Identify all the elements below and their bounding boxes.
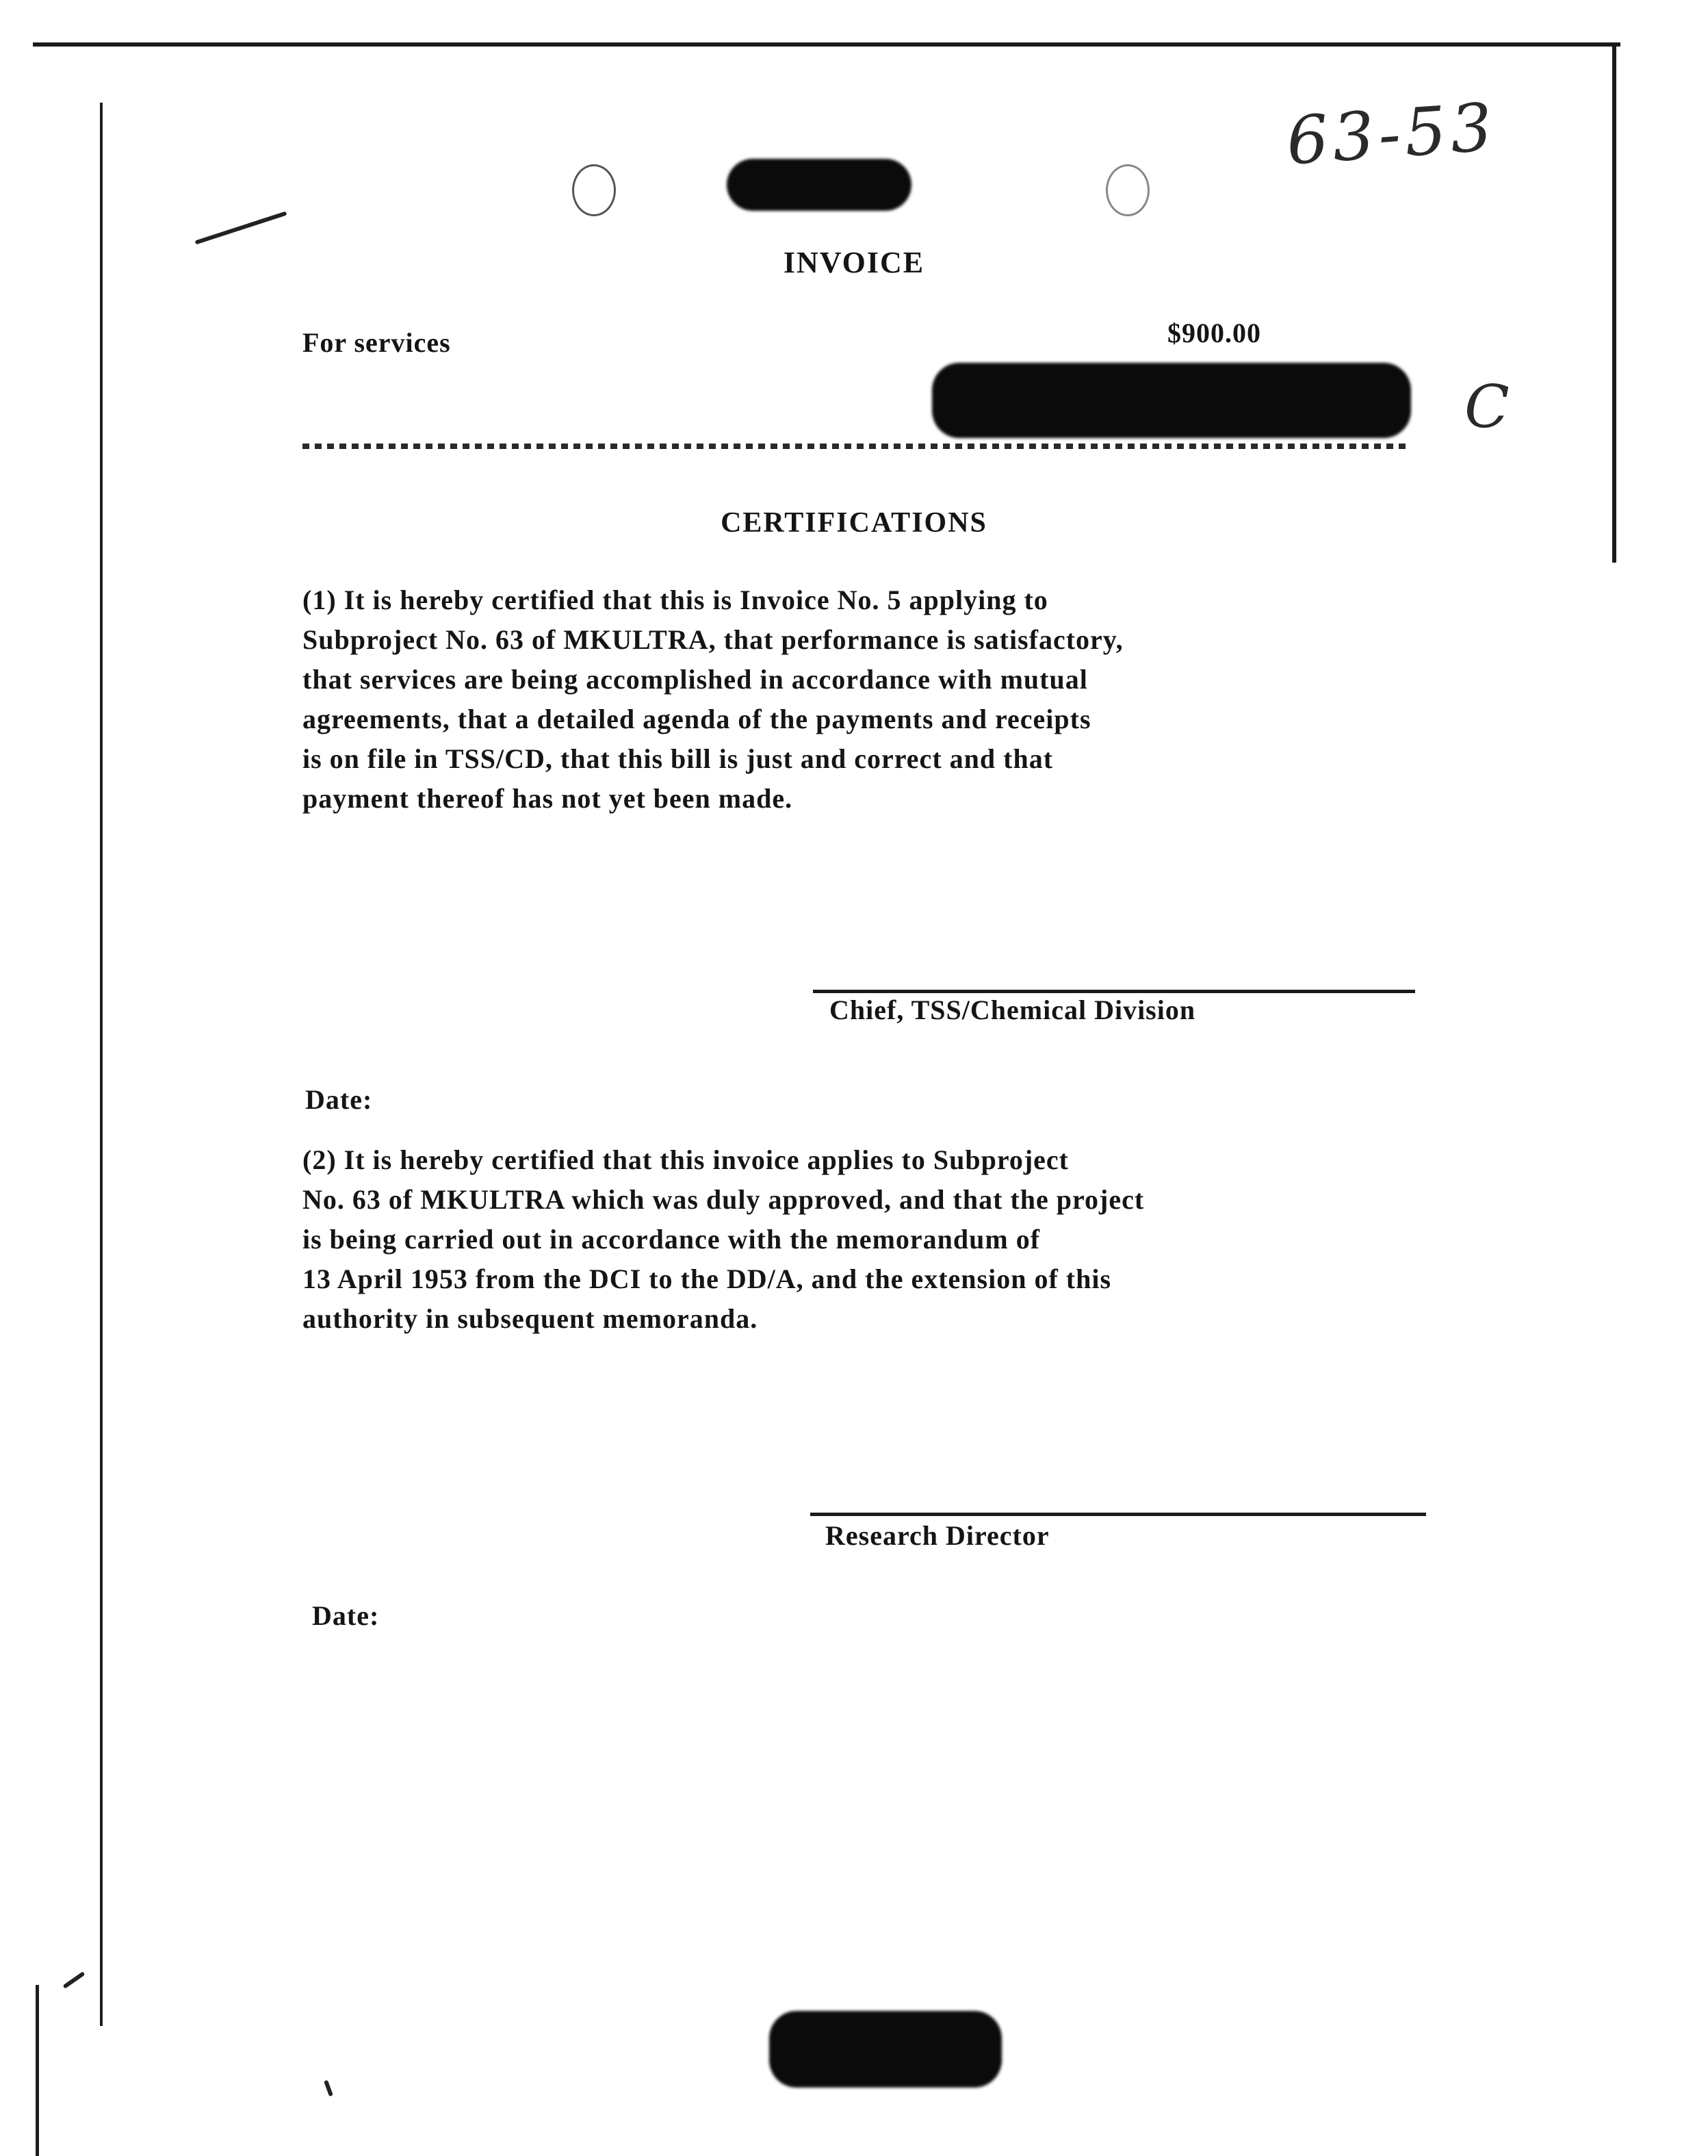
services-label: For services <box>302 327 451 358</box>
redaction-payee <box>932 363 1411 438</box>
certification-1-line: that services are being accomplished in accordance with mutual <box>302 664 1088 695</box>
certification-1-line: is on file in TSS/CD, that this bill is just and correct and that <box>302 743 1054 774</box>
punch-hole-right <box>1106 164 1150 216</box>
stray-mark <box>324 2080 333 2097</box>
punch-hole-left <box>572 164 616 216</box>
date-label-1: Date: <box>305 1084 373 1115</box>
page-border-left-outer <box>36 1985 39 2156</box>
page-title: INVOICE <box>783 246 925 279</box>
certification-1-line: Subproject No. 63 of MKULTRA, that performance is satisfactory, <box>302 624 1124 655</box>
handwritten-mark: C <box>1464 373 1510 441</box>
signature-title-2: Research Director <box>825 1520 1050 1551</box>
handwritten-number: 63-53 <box>1284 88 1499 180</box>
certifications-heading: CERTIFICATIONS <box>721 507 987 539</box>
certification-2-line: (2) It is hereby certified that this invoice applies to Subproject <box>302 1144 1070 1175</box>
pen-stroke <box>194 211 287 245</box>
redaction-top <box>727 159 911 211</box>
redaction-bottom <box>769 2011 1002 2088</box>
certification-2 <box>302 1140 1411 1339</box>
signature-line-2 <box>810 1513 1426 1516</box>
page-border-right <box>1612 42 1616 563</box>
dashed-separator <box>302 444 1411 449</box>
certification-1-line: payment thereof has not yet been made. <box>302 783 793 814</box>
certification-1-line: (1) It is hereby certified that this is Invoice No. 5 applying to <box>302 585 1048 615</box>
certification-2-line: 13 April 1953 from the DCI to the DD/A, and the extension of this <box>302 1263 1112 1294</box>
signature-title-1: Chief, TSS/Chemical Division <box>829 994 1196 1025</box>
stray-mark <box>63 1971 86 1989</box>
certification-2-line: authority in subsequent memoranda. <box>302 1303 758 1334</box>
certification-2-line: No. 63 of MKULTRA which was duly approved, and that the project <box>302 1184 1145 1215</box>
services-amount: $900.00 <box>1167 318 1261 348</box>
certification-1 <box>302 580 1411 819</box>
signature-line-1 <box>813 990 1415 993</box>
date-label-2: Date: <box>312 1600 380 1631</box>
certification-2-line: is being carried out in accordance with the memorandum of <box>302 1224 1041 1255</box>
page-border-top <box>33 42 1620 47</box>
certification-1-line: agreements, that a detailed agenda of the payments and receipts <box>302 704 1091 734</box>
page-border-left <box>100 103 103 2026</box>
